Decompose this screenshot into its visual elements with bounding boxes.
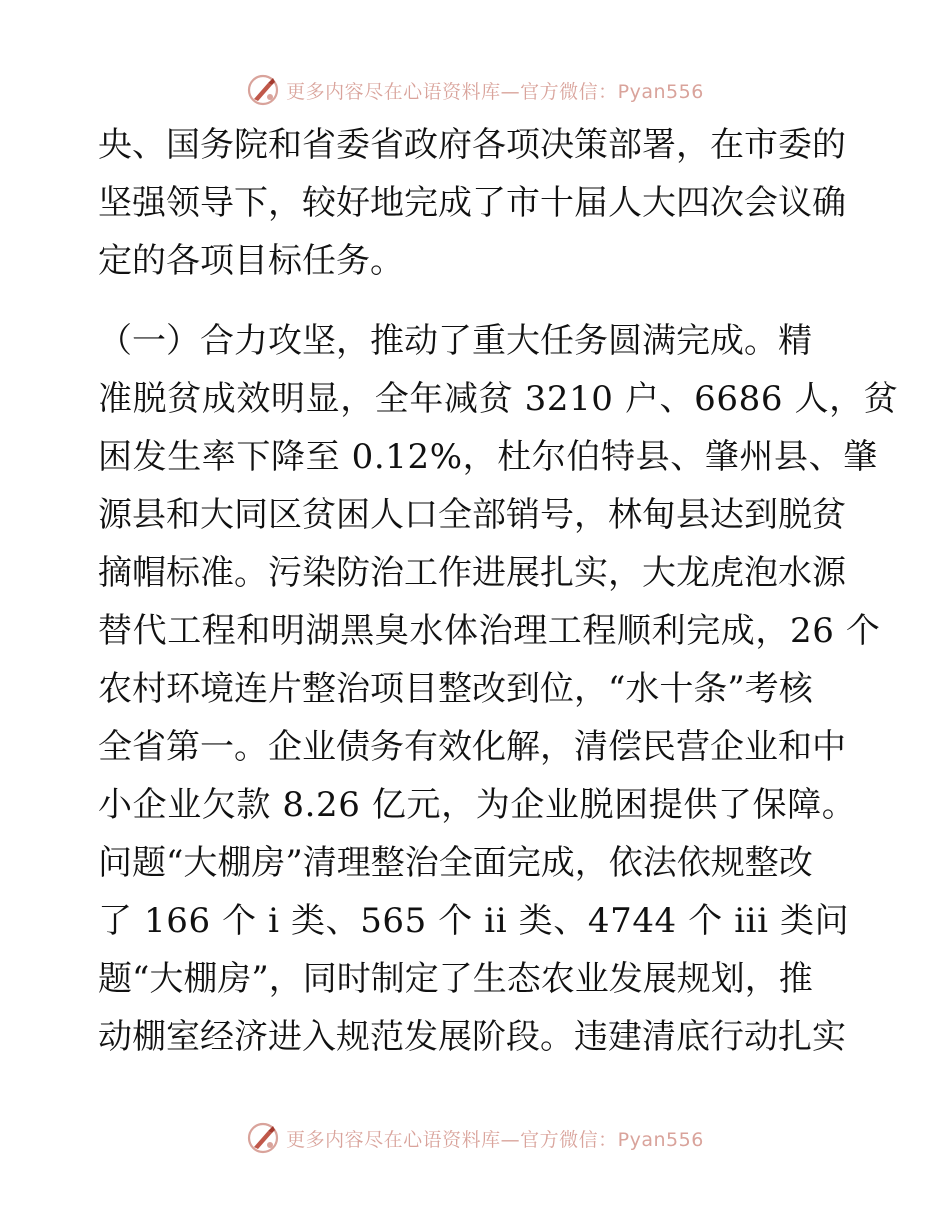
watermark-text: 更多内容尽在心语资料库—官方微信：Pyan556: [286, 1128, 704, 1151]
text-line: 全省第一。企业债务有效化解，清偿民营企业和中: [98, 727, 846, 767]
watermark-text: 更多内容尽在心语资料库—官方微信：Pyan556: [286, 80, 704, 103]
text-line: 坚强领导下，较好地完成了市十届人大四次会议确: [98, 183, 846, 223]
text-line: （一）合力攻坚，推动了重大任务圆满完成。精: [98, 321, 812, 361]
text-line: 农村环境连片整治项目整改到位，“水十条”考核: [98, 669, 813, 709]
text-line: 问题“大棚房”清理整治全面完成，依法依规整改: [98, 843, 813, 883]
text-line: 困发生率下降至 0.12%，杜尔伯特县、肇州县、肇: [98, 437, 878, 477]
header-watermark: [0, 70, 950, 110]
text-line: 动棚室经济进入规范发展阶段。违建清底行动扎实: [98, 1017, 846, 1057]
footer-watermark: [0, 1118, 950, 1158]
text-line: 准脱贫成效明显，全年减贫 3210 户、6686 人，贫: [98, 379, 899, 419]
text-line: 了 166 个 i 类、565 个 ii 类、4744 个 iii 类问: [98, 901, 850, 941]
text-line: 定的各项目标任务。: [98, 241, 404, 281]
paragraph: [98, 312, 899, 1066]
text-line: 题“大棚房”，同时制定了生态农业发展规划，推: [98, 959, 813, 999]
text-line: 替代工程和明湖黑臭水体治理工程顺利完成，26 个: [98, 611, 881, 651]
text-line: 央、国务院和省委省政府各项决策部署，在市委的: [98, 125, 846, 165]
document-body: [98, 116, 899, 1066]
paragraph: [98, 116, 858, 290]
text-line: 源县和大同区贫困人口全部销号，林甸县达到脱贫: [98, 495, 846, 535]
text-line: 小企业欠款 8.26 亿元，为企业脱困提供了保障。: [98, 785, 857, 825]
text-line: 摘帽标准。污染防治工作进展扎实，大龙虎泡水源: [98, 553, 846, 593]
quill-pen-logo-icon: [246, 73, 280, 107]
quill-pen-logo-icon: [246, 1121, 280, 1155]
